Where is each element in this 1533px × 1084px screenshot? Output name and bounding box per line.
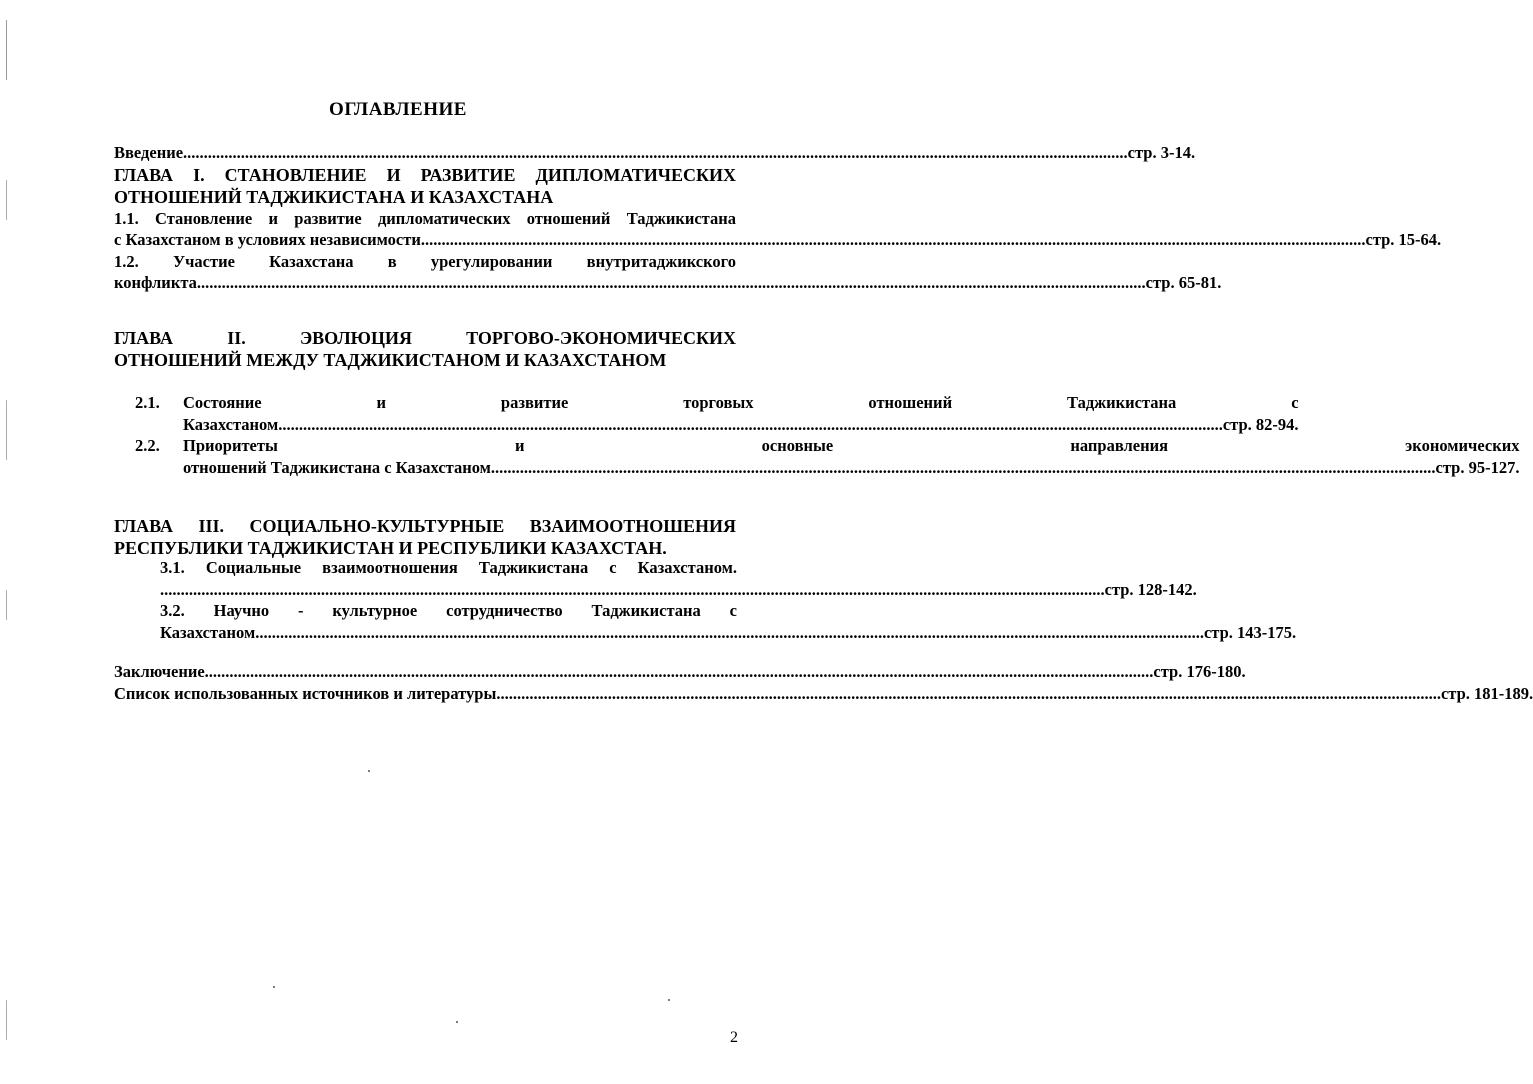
toc-block-end <box>114 661 1533 704</box>
dot-leader <box>209 661 1154 683</box>
scan-speck <box>368 770 370 772</box>
toc-entry-1-1[interactable] <box>114 229 1442 251</box>
toc-entry-label: Казахстаном. <box>160 622 260 642</box>
toc-entry-pages: стр. 95-127. <box>1435 457 1520 477</box>
toc-entry-1-1-line1[interactable]: 1.1. Становление и развитие дипломатических отношений Таджикистана <box>114 208 736 228</box>
toc-entry-2-1[interactable] <box>135 392 1299 435</box>
toc-entry-3-2[interactable] <box>160 622 1297 644</box>
page-number: 2 <box>730 1029 738 1046</box>
scan-edge-mark <box>6 180 7 220</box>
scan-edge-mark <box>6 400 7 460</box>
dot-leader <box>160 579 1105 601</box>
scan-edge-mark <box>6 590 7 620</box>
toc-block-chapter2-sections <box>135 392 1520 478</box>
toc-entry-pages: стр. 65-81. <box>1145 273 1222 292</box>
toc-entry-pages: стр. 15-64. <box>1365 230 1442 249</box>
section-number: 2.2. <box>135 436 160 455</box>
toc-entry-label: Состояние и развитие торговых отношений Таджикистана с <box>183 393 1299 412</box>
page-title: ОГЛАВЛЕНИЕ <box>329 99 467 120</box>
toc-entry-pages: стр. 181-189. <box>1440 683 1533 703</box>
toc-entry-1-2-line1[interactable]: 1.2. Участие Казахстана в урегулировании внутритаджикского <box>114 251 736 271</box>
toc-block-chapter3 <box>114 515 736 559</box>
dot-leader <box>201 272 1146 294</box>
toc-entry-conclusion[interactable] <box>114 661 1246 683</box>
toc-entry-label: Введение <box>114 143 184 162</box>
dot-leader <box>491 457 1436 479</box>
dot-leader <box>259 622 1204 644</box>
toc-entry-label: с Казахстаном в условиях независимости <box>114 230 421 249</box>
toc-entry-pages: стр. 3-14. <box>1127 143 1196 162</box>
toc-entry-label-cont: Казахстаном <box>183 414 279 434</box>
dot-leader <box>183 142 1128 164</box>
toc-entry-label: Заключение. <box>114 662 209 681</box>
toc-block-chapter1 <box>114 142 1442 294</box>
toc-entry-pages: стр. 176-180. <box>1153 662 1246 681</box>
section-number: 2.1. <box>135 393 160 412</box>
toc-entry-3-2-line1[interactable]: 3.2. Научно - культурное сотрудничество Таджикистана с <box>160 601 737 620</box>
toc-entry-references[interactable] <box>114 683 1533 705</box>
toc-block-chapter2 <box>114 327 736 371</box>
dot-leader <box>496 683 1441 705</box>
toc-entry-intro[interactable] <box>114 142 1196 164</box>
toc-entry-1-2[interactable] <box>114 272 1222 294</box>
scan-edge-mark <box>6 20 7 80</box>
toc-entry-pages: стр. 128-142. <box>1104 579 1197 599</box>
chapter1-heading-line1[interactable]: ГЛАВА I. СТАНОВЛЕНИЕ И РАЗВИТИЕ ДИПЛОМАТИЧЕСКИХ <box>114 164 736 185</box>
chapter3-heading-line2[interactable]: РЕСПУБЛИКИ ТАДЖИКИСТАН И РЕСПУБЛИКИ КАЗАХСТАН. <box>114 538 667 558</box>
scan-speck <box>456 1021 458 1023</box>
toc-entry-label: Список использованных источников и литературы <box>114 683 497 703</box>
toc-entry-label: Приоритеты и основные направления экономических <box>183 436 1520 455</box>
dot-leader <box>421 229 1366 251</box>
toc-block-chapter3-sections <box>160 557 1297 643</box>
scan-speck <box>273 986 275 988</box>
toc-entry-pages: стр. 143-175. <box>1203 622 1297 642</box>
dot-leader <box>278 414 1223 436</box>
toc-entry-2-2[interactable] <box>135 435 1520 478</box>
chapter1-heading-line2[interactable]: ОТНОШЕНИЙ ТАДЖИКИСТАНА И КАЗАХСТАНА <box>114 186 554 207</box>
toc-entry-pages: стр. 82-94. <box>1222 414 1299 434</box>
toc-entry-3-1-line1[interactable]: 3.1. Социальные взаимоотношения Таджикистана с Казахстаном. <box>160 558 737 577</box>
scan-edge-mark <box>6 1000 7 1040</box>
chapter2-heading-line1[interactable]: ГЛАВА II. ЭВОЛЮЦИЯ ТОРГОВО-ЭКОНОМИЧЕСКИХ <box>114 328 736 348</box>
toc-entry-3-1[interactable] <box>160 579 1197 601</box>
chapter2-heading-line2[interactable]: ОТНОШЕНИЙ МЕЖДУ ТАДЖИКИСТАНОМ И КАЗАХСТАНОМ <box>114 350 667 370</box>
chapter3-heading-line1[interactable]: ГЛАВА III. СОЦИАЛЬНО-КУЛЬТУРНЫЕ ВЗАИМООТНОШЕНИЯ <box>114 516 736 536</box>
toc-entry-label: конфликта. <box>114 273 202 292</box>
toc-entry-label-cont: отношений Таджикистана с Казахстаном <box>183 457 491 477</box>
scan-speck <box>668 999 670 1001</box>
